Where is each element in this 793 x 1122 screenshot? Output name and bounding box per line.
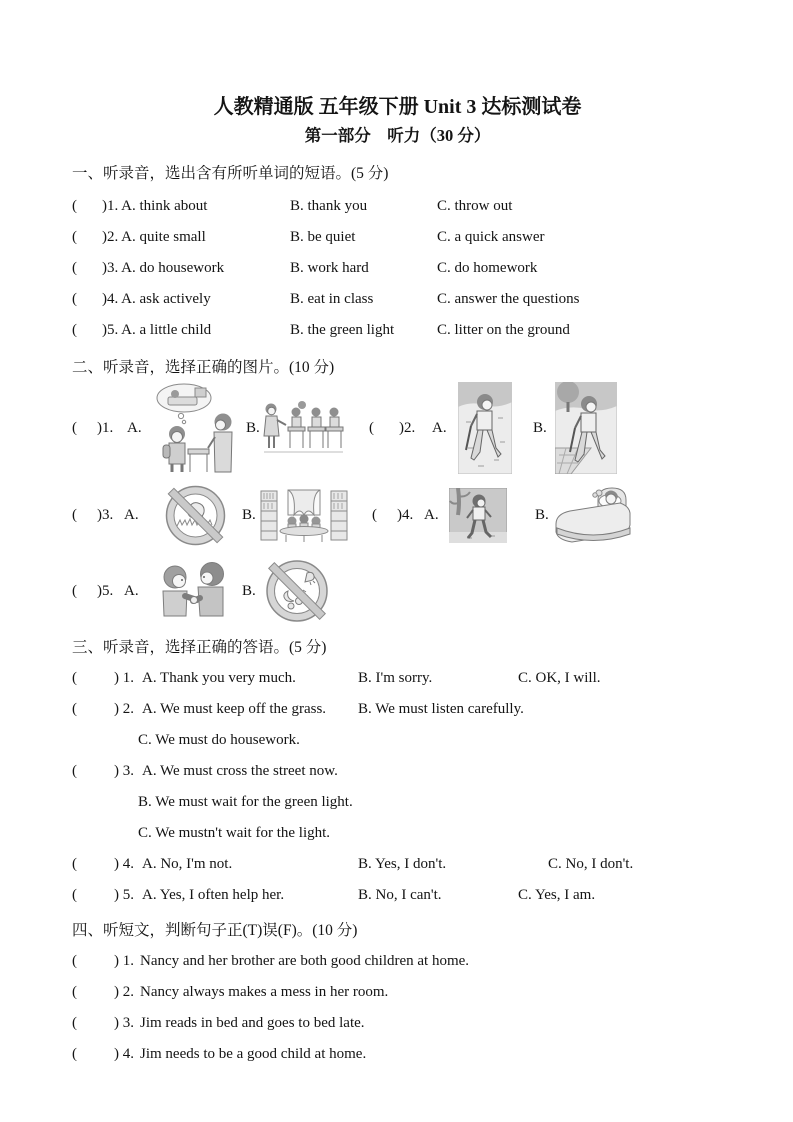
question-row (72, 694, 723, 725)
answer-blank-paren: ( (72, 1046, 77, 1062)
answer-blank-paren: ( (72, 856, 77, 872)
question-row (72, 880, 723, 911)
option-c: C. litter on the ground (437, 322, 570, 338)
picture-2b-walking-on-path-icon (555, 382, 617, 474)
section-1-heading: 一、听录音，选出含有所听单词的短语。(5 分) (72, 165, 389, 182)
answer-blank-paren: ( (72, 322, 77, 338)
option-c: C. OK, I will. (518, 670, 601, 686)
picture-5b-no-littering-sign-icon (264, 558, 330, 624)
option-b: B. thank you (290, 198, 368, 214)
section-3 (72, 663, 723, 911)
question-number: )1. (97, 419, 114, 436)
question-row (72, 253, 723, 284)
answer-blank-paren: ( (72, 887, 77, 903)
option-c: C. answer the questions (437, 291, 580, 307)
question-number: ) 5. (114, 887, 134, 903)
answer-blank-paren: ( (72, 419, 77, 436)
part-one-subtitle: 第一部分 听力（30 分） (304, 126, 491, 145)
question-row (72, 849, 723, 880)
statement-text: Nancy always makes a mess in her room. (140, 984, 389, 1000)
question-row (72, 1008, 723, 1039)
option-b: B. We must wait for the green light. (138, 794, 353, 810)
question-row (72, 663, 723, 694)
question-number: ) 4. (114, 856, 134, 872)
question-number: ) 1. (114, 953, 134, 969)
question-number: ) 4. (114, 1046, 134, 1062)
option-a-label: A. (124, 582, 139, 599)
answer-blank-paren: ( (372, 506, 377, 523)
option-c: C. We must do housework. (138, 732, 300, 748)
answer-blank-paren: ( (72, 953, 77, 969)
answer-blank-paren: ( (72, 984, 77, 1000)
option-b-label: B. (242, 506, 256, 523)
question-number: ) 2. (114, 701, 134, 717)
statement-text: Jim needs to be a good child at home. (140, 1046, 367, 1062)
answer-blank-paren: ( (72, 1015, 77, 1031)
question-number: ) 3. (114, 1015, 134, 1031)
question-row (72, 1039, 723, 1070)
page-title: 人教精通版 五年级下册 Unit 3 达标测试卷 (213, 96, 582, 118)
answer-blank-paren: ( (72, 506, 77, 523)
option-c: C. a quick answer (437, 229, 545, 245)
section-2-heading: 二、听录音，选择正确的图片。(10 分) (72, 359, 335, 376)
picture-question-row (72, 476, 723, 554)
option-b-label: B. (535, 506, 549, 523)
option-continuation-row (72, 787, 723, 818)
option-a-label: A. (124, 506, 139, 523)
option-c: C. No, I don't. (548, 856, 634, 872)
answer-blank-paren: ( (72, 229, 77, 245)
picture-1a-boy-dreaming-of-bed-icon (154, 382, 239, 474)
section-2 (72, 382, 723, 624)
answer-blank-paren: ( (72, 763, 77, 779)
option-a: )1. A. think about (102, 198, 208, 214)
picture-3b-library-reading-icon (260, 488, 348, 543)
picture-4b-sleeping-in-bed-icon (552, 486, 632, 544)
option-b: B. Yes, I don't. (358, 856, 447, 872)
section-3-heading: 三、听录音，选择正确的答语。(5 分) (72, 639, 327, 656)
option-a: A. Thank you very much. (142, 670, 296, 686)
question-row (72, 284, 723, 315)
answer-blank-paren: ( (72, 198, 77, 214)
section-1 (72, 191, 723, 346)
question-number: )5. (97, 582, 114, 599)
question-row (72, 222, 723, 253)
option-a: )4. A. ask actively (102, 291, 211, 307)
option-a-label: A. (432, 419, 447, 436)
question-number: )3. (97, 506, 114, 523)
option-a: A. We must keep off the grass. (142, 701, 327, 717)
picture-1b-classroom-icon (262, 392, 345, 464)
picture-question-row (72, 382, 723, 474)
question-row (72, 315, 723, 346)
option-a: A. No, I'm not. (142, 856, 233, 872)
option-b: B. eat in class (290, 291, 374, 307)
question-row (72, 756, 723, 787)
question-number: ) 1. (114, 670, 134, 686)
option-a: A. We must cross the street now. (142, 763, 338, 779)
answer-blank-paren: ( (369, 419, 374, 436)
option-a: A. Yes, I often help her. (142, 887, 285, 903)
question-row (72, 191, 723, 222)
answer-blank-paren: ( (72, 670, 77, 686)
statement-text: Nancy and her brother are both good children at home. (140, 953, 470, 969)
question-row (72, 946, 723, 977)
option-continuation-row (72, 725, 723, 756)
option-b: B. work hard (290, 260, 369, 276)
picture-5a-shaking-hands-icon (151, 560, 235, 622)
picture-4a-boy-walking-in-park-icon (449, 488, 507, 543)
option-c: C. We mustn't wait for the light. (138, 825, 331, 841)
option-b: B. I'm sorry. (358, 670, 433, 686)
question-number: )2. (399, 419, 416, 436)
option-b-label: B. (242, 582, 256, 599)
option-c: C. throw out (437, 198, 513, 214)
question-number: ) 2. (114, 984, 134, 1000)
question-number: )4. (397, 506, 414, 523)
option-a: )3. A. do housework (102, 260, 225, 276)
option-b-label: B. (533, 419, 547, 436)
option-b: B. the green light (290, 322, 395, 338)
option-a-label: A. (424, 506, 439, 523)
option-a-label: A. (127, 419, 142, 436)
picture-2a-walking-on-grass-icon (458, 382, 512, 474)
option-a: )2. A. quite small (102, 229, 206, 245)
picture-3a-keep-off-grass-sign-icon (164, 484, 227, 547)
section-4-heading: 四、听短文，判断句子正(T)误(F)。(10 分) (72, 922, 358, 939)
section-4 (72, 946, 723, 1070)
option-b-label: B. (246, 419, 260, 436)
picture-question-row (72, 558, 723, 624)
question-row (72, 977, 723, 1008)
answer-blank-paren: ( (72, 701, 77, 717)
answer-blank-paren: ( (72, 291, 77, 307)
option-continuation-row (72, 818, 723, 849)
answer-blank-paren: ( (72, 260, 77, 276)
option-a: )5. A. a little child (102, 322, 212, 338)
answer-blank-paren: ( (72, 582, 77, 599)
option-c: C. do homework (437, 260, 538, 276)
option-b: B. We must listen carefully. (358, 701, 524, 717)
option-c: C. Yes, I am. (518, 887, 596, 903)
option-b: B. be quiet (290, 229, 356, 245)
option-b: B. No, I can't. (358, 887, 442, 903)
statement-text: Jim reads in bed and goes to bed late. (140, 1015, 365, 1031)
question-number: ) 3. (114, 763, 134, 779)
